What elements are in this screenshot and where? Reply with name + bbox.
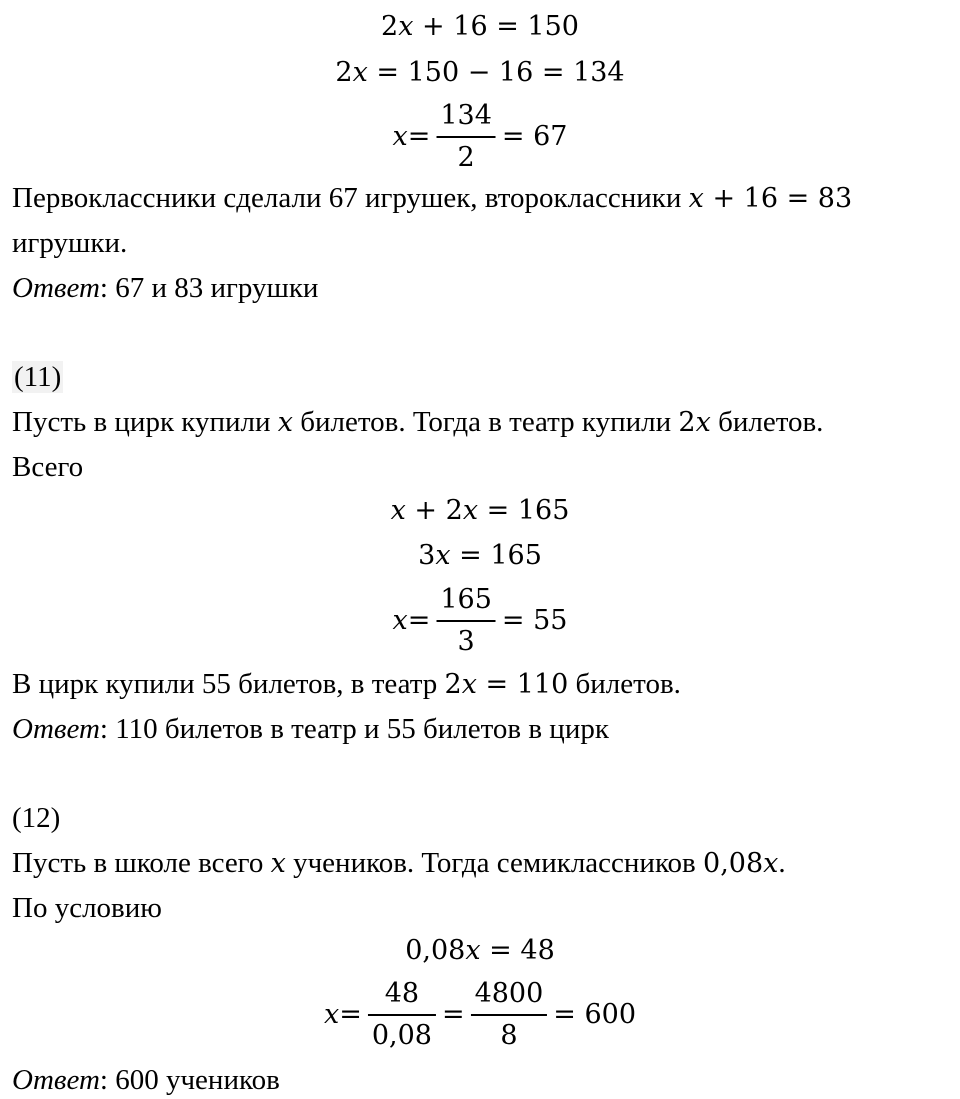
math-expression: = 110 [476, 669, 569, 700]
fraction-numerator: 134 [440, 100, 492, 131]
fraction-denominator: 2 [457, 142, 475, 173]
fraction [368, 974, 436, 1056]
math-operator: = [407, 121, 431, 152]
answer-text: : 110 билетов в театр и 55 билетов в цирк [99, 713, 609, 745]
math-variable: x [462, 495, 479, 526]
answer-label: Ответ [12, 713, 100, 745]
math-expression: = 600 [553, 999, 637, 1030]
equation-line [391, 494, 570, 528]
math-variable: x [270, 848, 286, 879]
solution-text [12, 181, 852, 216]
answer-text: : 600 учеников [99, 1064, 280, 1096]
answer-line [12, 1063, 280, 1097]
solution-text [12, 450, 83, 484]
answer-line [12, 271, 318, 305]
math-expression: = 165 [478, 495, 570, 526]
math-variable: x [392, 605, 408, 636]
math-variable: x [688, 183, 704, 214]
math-variable: x [461, 669, 477, 700]
text-span: Пусть в цирк купили [12, 406, 278, 438]
equation-line [335, 56, 624, 90]
problem-number [12, 801, 60, 835]
math-expression: + 16 = 83 [703, 183, 853, 214]
math-number: 2 [381, 11, 399, 42]
solution-text [12, 667, 681, 702]
solution-text [12, 405, 823, 440]
math-variable: x [390, 495, 406, 526]
math-variable: x [435, 540, 451, 571]
math-number: 0,08 [405, 935, 466, 966]
math-number: 3 [418, 540, 436, 571]
fraction-numerator: 4800 [474, 978, 544, 1009]
math-variable: x [323, 999, 340, 1030]
math-expression: = 48 [480, 935, 555, 966]
fraction-numerator: 165 [440, 584, 492, 615]
text-span: Пусть в школе всего [12, 847, 271, 879]
math-number: 0,08 [703, 848, 764, 879]
math-expression: + 2 [405, 495, 463, 526]
text-span: билетов. [568, 668, 681, 700]
text-span: В цирк купили 55 билетов, в театр [12, 668, 445, 700]
equation-fraction-line [393, 96, 568, 178]
math-operator: = [339, 999, 362, 1030]
math-variable: x [277, 407, 293, 438]
text-span: Первоклассники сделали 67 игрушек, второклассники [12, 182, 689, 214]
equation-line [381, 10, 579, 44]
equation-line [405, 934, 555, 968]
math-number: 2 [335, 57, 353, 88]
text-span: . [778, 847, 786, 879]
fraction [436, 96, 496, 178]
math-expression: = 150 − 16 = 134 [367, 57, 625, 88]
math-variable: x [352, 57, 368, 88]
solution-text [12, 846, 786, 881]
text-span: Всего [12, 451, 84, 483]
math-variable: x [763, 848, 779, 879]
solution-text [12, 226, 127, 260]
fraction [436, 580, 496, 662]
text-span: игрушки. [12, 227, 128, 259]
math-expression: = 165 [450, 540, 542, 571]
math-variable: x [398, 11, 414, 42]
problem-label: (11) [14, 361, 62, 393]
math-expression: = 67 [501, 121, 568, 152]
math-expression: = 55 [501, 605, 568, 636]
math-number: 2 [678, 407, 696, 438]
fraction-denominator: 0,08 [371, 1020, 432, 1051]
text-span: билетов. [710, 406, 824, 438]
problem-label: (12) [12, 802, 61, 834]
answer-text: : 67 и 83 игрушки [99, 272, 319, 304]
fraction-numerator: 48 [384, 978, 420, 1009]
answer-label: Ответ [12, 1064, 100, 1096]
math-number: 2 [444, 669, 462, 700]
math-variable: x [695, 407, 711, 438]
fraction-denominator: 3 [457, 626, 475, 657]
fraction [471, 974, 548, 1056]
math-operator: = [441, 999, 465, 1030]
text-span: билетов. Тогда в театр купили [292, 406, 679, 438]
math-expression: + 16 = 150 [413, 11, 579, 42]
answer-line [12, 712, 609, 746]
equation-line [418, 539, 542, 573]
text-span: учеников. Тогда семиклассников [285, 847, 704, 879]
math-operator: = [407, 605, 431, 636]
solution-text [12, 891, 162, 925]
math-variable: x [392, 121, 408, 152]
problem-number [12, 360, 63, 394]
math-variable: x [465, 935, 481, 966]
equation-fraction-line [324, 974, 636, 1056]
text-span: По условию [12, 892, 162, 924]
equation-fraction-line [393, 580, 568, 662]
answer-label: Ответ [12, 272, 100, 304]
fraction-denominator: 8 [500, 1020, 518, 1051]
